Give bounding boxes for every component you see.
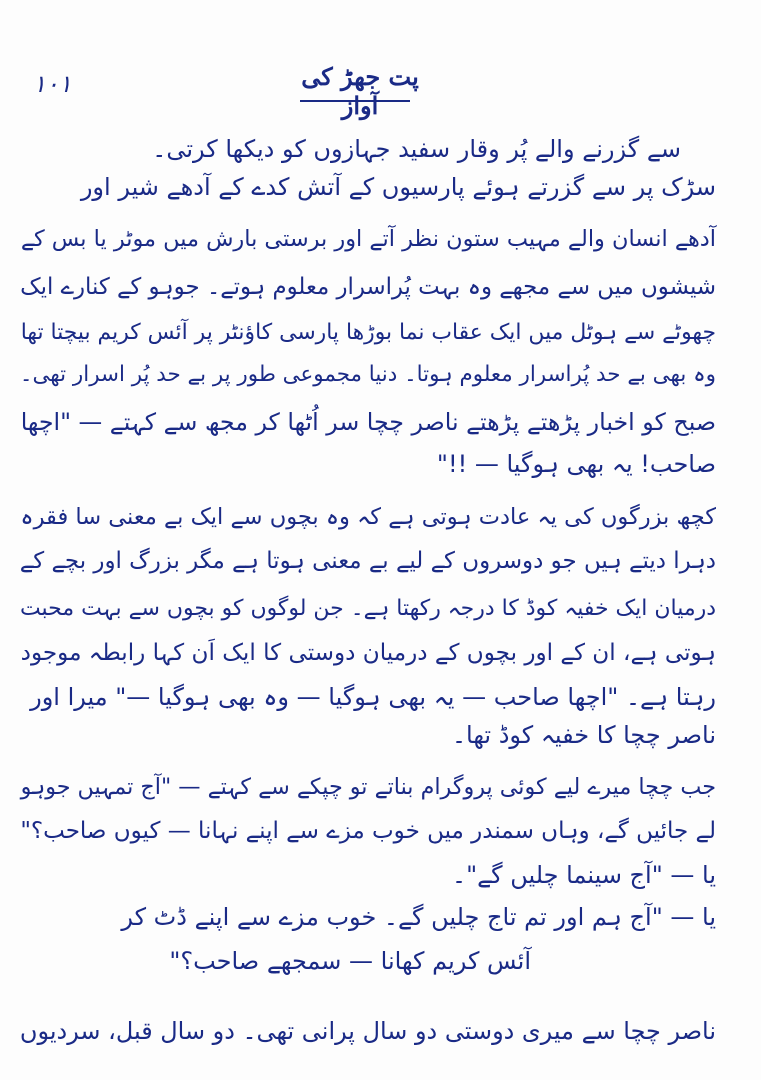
text-line: سڑک پر سے گزرتے ہوئے پارسیوں کے آتش کدے کے آدھے شیر اور [80, 173, 716, 201]
text-line: لے جائیں گے، وہاں سمندر میں خوب مزے سے اپنے نہانا — کیوں صاحب؟" [20, 818, 716, 844]
text-line: شیشوں میں سے مجھے وہ بہت پُراسرار معلوم ہوتے۔ جوہو کے کنارے ایک [20, 274, 716, 300]
text-line: ناصر چچا سے میری دوستی دو سال پرانی تھی۔ دو سال قبل، سردیوں [19, 1017, 716, 1045]
running-title: پت جھڑ کی آواز [301, 62, 419, 120]
text-line: ناصر چچا کا خفیہ کوڈ تھا۔ [451, 721, 716, 749]
text-line: صاحب! یہ بھی ہوگیا — !!" [436, 450, 716, 478]
text-line: کچھ بزرگوں کی یہ عادت ہوتی ہے کہ وہ بچوں سے ایک بے معنی سا فقرہ [20, 504, 716, 530]
text-line: ہوتی ہے، ان کے اور بچوں کے درمیان دوستی کا ایک اَن کہا رابطہ موجود [20, 640, 716, 666]
text-line: سے گزرنے والے پُر وقار سفید جہازوں کو دیکھا کرتی۔ [152, 135, 681, 163]
text-line: یا — "آج سینما چلیں گے"۔ [452, 861, 716, 889]
text-line: چھوٹے سے ہوٹل میں ایک عقاب نما بوڑھا پارسی کاؤنٹر پر آئس کریم بیچتا تھا [20, 320, 716, 345]
text-line: یا — "آج ہم اور تم تاج چلیں گے۔ خوب مزے سے اپنے ڈٹ کر [121, 903, 716, 931]
text-line: صبح کو اخبار پڑھتے پڑھتے ناصر چچا سر اُٹھا کر مجھ سے کہتے — "اچھا [20, 408, 716, 436]
text-line: درمیان ایک خفیہ کوڈ کا درجہ رکھتا ہے۔ جن لوگوں کو بچوں سے بہت محبت [19, 596, 716, 621]
text-line: رہتا ہے۔ "اچھا صاحب — یہ بھی ہوگیا — وہ بھی ہوگیا —" میرا اور [30, 683, 716, 711]
text-line: آئس کریم کھانا — سمجھے صاحب؟" [169, 947, 531, 975]
title-underline [300, 100, 410, 102]
page-number: ۱۰۱ [33, 70, 72, 98]
text-line: وہ بھی بے حد پُراسرار معلوم ہوتا۔ دنیا مجموعی طور پر بے حد پُر اسرار تھی۔ [19, 362, 716, 387]
text-line: دہرا دیتے ہیں جو دوسروں کے لیے بے معنی ہوتا ہے مگر بزرگ اور بچے کے [19, 548, 716, 574]
text-line: آدھے انسان والے مہیب ستون نظر آتے اور برستی بارش میں موٹر یا بس کے [20, 226, 716, 252]
text-line: جب چچا میرے لیے کوئی پروگرام بناتے تو چپکے سے کہتے — "آج تمہیں جوہو [20, 774, 716, 800]
